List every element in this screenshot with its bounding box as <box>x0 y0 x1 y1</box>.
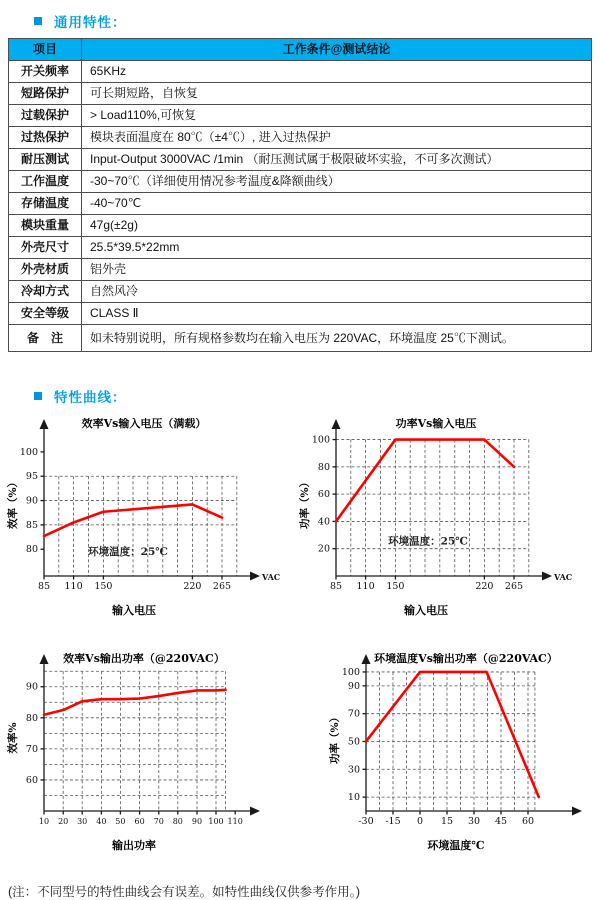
spec-table-body <box>9 61 592 352</box>
svg-text:85: 85 <box>329 581 343 592</box>
spec-label: 工作温度 <box>9 171 82 193</box>
svg-text:85: 85 <box>25 519 38 531</box>
spec-label: 开关频率 <box>9 61 82 83</box>
spec-label: 模块重量 <box>9 215 82 237</box>
svg-text:15: 15 <box>440 816 454 827</box>
chart-power-vs-input-voltage <box>298 418 580 623</box>
spec-label: 外壳尺寸 <box>9 237 82 259</box>
header-conditions: 工作条件@测试结论 <box>82 39 592 61</box>
table-row <box>9 281 592 303</box>
svg-text:功率Vs输入电压: 功率Vs输入电压 <box>395 418 477 430</box>
spec-label: 外壳材质 <box>9 259 82 281</box>
section-header-general <box>34 11 600 31</box>
svg-text:VAC: VAC <box>554 572 573 582</box>
svg-text:95: 95 <box>25 471 38 483</box>
svg-text:60: 60 <box>521 816 535 827</box>
spec-value: > Load110%,可恢复 <box>82 105 592 127</box>
svg-text:功率（%）: 功率（%） <box>299 477 311 529</box>
svg-text:220: 220 <box>475 581 494 592</box>
svg-text:输出功率: 输出功率 <box>112 839 156 852</box>
spec-value: -40~70℃ <box>82 193 592 215</box>
spec-value: -30~70℃（详细使用情况参考温度&降额曲线） <box>82 171 592 193</box>
svg-text:环境温度：25℃: 环境温度：25℃ <box>88 546 168 559</box>
svg-text:效率Vs输出功率（@220VAC）: 效率Vs输出功率（@220VAC） <box>63 653 225 665</box>
spec-value: 自然风冷 <box>82 281 592 303</box>
svg-text:30: 30 <box>467 816 481 827</box>
chart-efficiency-vs-input-voltage <box>6 418 288 623</box>
footer-note: (注：不同型号的特性曲线会有误差。如特性曲线仅供参考作用。) <box>8 885 361 899</box>
spec-value: 47g(±2g) <box>82 215 592 237</box>
svg-text:100: 100 <box>311 434 330 446</box>
charts-row-bottom <box>6 653 600 858</box>
svg-text:45: 45 <box>494 816 508 827</box>
svg-text:265: 265 <box>504 581 524 592</box>
table-row <box>9 83 592 105</box>
table-row <box>9 237 592 259</box>
chart-efficiency-vs-output-power <box>6 653 288 858</box>
table-row <box>9 215 592 237</box>
svg-text:60: 60 <box>317 489 330 501</box>
spec-value: 可长期短路，自恢复 <box>82 83 592 105</box>
svg-text:80: 80 <box>25 712 38 724</box>
svg-text:90: 90 <box>347 680 360 692</box>
spec-value: 65KHz <box>82 61 592 83</box>
table-row <box>9 325 592 352</box>
svg-text:110: 110 <box>356 581 375 592</box>
svg-text:100: 100 <box>208 817 224 826</box>
section-title-general: 通用特性： <box>54 15 127 30</box>
svg-text:VAC: VAC <box>262 572 281 582</box>
table-row <box>9 193 592 215</box>
table-row <box>9 127 592 149</box>
spec-value: 如未特别说明，所有规格参数均在输入电压为 220VAC，环境温度 25℃下测试。 <box>82 325 592 352</box>
svg-text:150: 150 <box>94 581 113 592</box>
svg-text:70: 70 <box>153 817 164 826</box>
svg-text:30: 30 <box>347 764 360 776</box>
svg-text:80: 80 <box>172 817 183 826</box>
svg-text:110: 110 <box>64 581 83 592</box>
series-line <box>366 672 539 797</box>
chart-svg <box>6 653 288 855</box>
header-item: 项目 <box>9 39 82 61</box>
svg-text:100: 100 <box>341 666 360 678</box>
svg-text:60: 60 <box>25 774 38 786</box>
svg-text:50: 50 <box>115 817 126 826</box>
spec-value: Input-Output 3000VAC /1min （耐压测试属于极限破坏实验，不可多次测试） <box>82 149 592 171</box>
spec-value: 铝外壳 <box>82 259 592 281</box>
charts-row-top <box>6 418 600 623</box>
svg-text:效率（%）: 效率（%） <box>7 477 19 529</box>
table-row <box>9 149 592 171</box>
table-row <box>9 61 592 83</box>
spec-label: 过载保护 <box>9 105 82 127</box>
svg-text:10: 10 <box>38 817 50 826</box>
svg-text:100: 100 <box>19 446 38 458</box>
svg-text:90: 90 <box>191 817 203 826</box>
svg-text:10: 10 <box>347 792 360 804</box>
spec-label: 存储温度 <box>9 193 82 215</box>
svg-text:60: 60 <box>134 817 145 826</box>
svg-text:90: 90 <box>25 681 38 693</box>
svg-text:90: 90 <box>25 495 38 507</box>
svg-text:150: 150 <box>386 581 405 592</box>
table-header-row <box>9 39 592 61</box>
svg-text:110: 110 <box>227 817 243 826</box>
spec-value: 25.5*39.5*22mm <box>82 237 592 259</box>
svg-text:输入电压: 输入电压 <box>112 604 156 617</box>
spec-label: 备 注 <box>9 325 82 352</box>
table-row <box>9 303 592 325</box>
svg-text:20: 20 <box>58 817 69 826</box>
svg-text:40: 40 <box>96 817 107 826</box>
svg-text:80: 80 <box>317 461 330 473</box>
svg-text:效率%: 效率% <box>7 722 19 754</box>
svg-text:功率（%）: 功率（%） <box>329 712 341 764</box>
svg-text:-15: -15 <box>385 816 401 827</box>
section-title-curves: 特性曲线： <box>54 390 127 405</box>
svg-text:环境温度℃: 环境温度℃ <box>427 839 485 852</box>
section-header-curves <box>34 386 600 406</box>
chart-derating-temp-vs-output-power <box>328 653 600 858</box>
svg-text:85: 85 <box>37 581 51 592</box>
svg-text:70: 70 <box>347 708 360 720</box>
spec-table <box>8 38 592 352</box>
svg-text:80: 80 <box>25 544 38 556</box>
svg-text:30: 30 <box>77 817 88 826</box>
spec-label: 冷却方式 <box>9 281 82 303</box>
svg-text:环境温度Vs输出功率（@220VAC）: 环境温度Vs输出功率（@220VAC） <box>374 653 558 665</box>
spec-label: 短路保护 <box>9 83 82 105</box>
spec-label: 安全等级 <box>9 303 82 325</box>
spec-label: 耐压测试 <box>9 149 82 171</box>
spec-value: CLASS Ⅱ <box>82 303 592 325</box>
svg-text:265: 265 <box>212 581 232 592</box>
svg-text:效率Vs输入电压（满载）: 效率Vs输入电压（满载） <box>81 418 207 430</box>
svg-text:-30: -30 <box>358 816 374 827</box>
spec-value: 模块表面温度在 80℃（±4℃）, 进入过热保护 <box>82 127 592 149</box>
svg-text:70: 70 <box>25 743 38 755</box>
table-row <box>9 105 592 127</box>
svg-text:0: 0 <box>416 816 424 827</box>
square-bullet-icon <box>34 17 42 25</box>
square-bullet-icon <box>34 392 42 400</box>
svg-text:220: 220 <box>183 581 202 592</box>
chart-svg <box>6 418 288 620</box>
chart-svg <box>328 653 600 855</box>
svg-text:20: 20 <box>317 543 330 555</box>
spec-label: 过热保护 <box>9 127 82 149</box>
svg-text:50: 50 <box>347 736 360 748</box>
table-row <box>9 171 592 193</box>
svg-text:40: 40 <box>317 516 330 528</box>
chart-svg <box>298 418 580 620</box>
svg-text:输入电压: 输入电压 <box>404 604 448 617</box>
svg-text:环境温度：25℃: 环境温度：25℃ <box>388 535 468 548</box>
table-row <box>9 259 592 281</box>
